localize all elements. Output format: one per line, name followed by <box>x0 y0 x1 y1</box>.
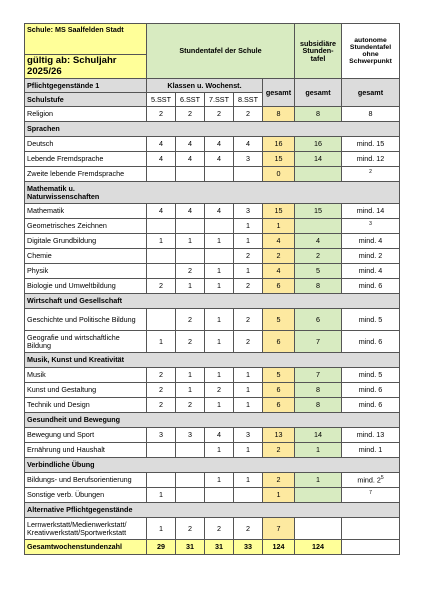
hours-cell <box>234 167 263 182</box>
table-row <box>25 488 400 503</box>
section-label-text: Verbindliche Übung <box>27 460 95 470</box>
subject-name: Biologie und Umweltbildung <box>25 279 147 294</box>
total-cell: 0 <box>263 167 295 182</box>
autonomous-value: mind. 6 <box>358 385 383 395</box>
autonomous-cell <box>342 398 400 413</box>
hours-cell: 4 <box>176 204 205 219</box>
subsidiary-cell: 8 <box>295 279 342 294</box>
autonomous-cell <box>342 279 400 294</box>
subsidiary-cell: 124 <box>295 540 342 555</box>
section-row <box>25 503 400 518</box>
hours-cell: 2 <box>147 383 176 398</box>
subsidiary-cell: 6 <box>295 309 342 331</box>
hours-cell <box>147 309 176 331</box>
section-label <box>25 294 400 309</box>
hours-cell <box>147 473 176 488</box>
table-row <box>25 398 400 413</box>
autonomous-cell <box>342 137 400 152</box>
table-title: Stundentafel der Schule <box>147 24 295 79</box>
total-cell: 15 <box>263 152 295 167</box>
hours-cell: 1 <box>234 473 263 488</box>
table-row <box>25 428 400 443</box>
hours-cell: 1 <box>147 518 176 540</box>
autonomous-cell <box>342 443 400 458</box>
autonomous-value: mind. 14 <box>356 206 385 216</box>
footnote-marker: 3 <box>369 221 372 228</box>
hours-cell: 2 <box>234 249 263 264</box>
section-row <box>25 182 400 204</box>
autonomous-header: autonome Stundentafel ohne Schwerpunkt <box>342 24 400 79</box>
gesamt-header: gesamt <box>263 79 295 107</box>
section-row <box>25 458 400 473</box>
table-row <box>25 204 400 219</box>
total-label: Gesamtwochenstundenzahl <box>25 540 147 555</box>
total-cell: 2 <box>263 249 295 264</box>
section-label <box>25 122 400 137</box>
hours-cell: 1 <box>205 368 234 383</box>
total-cell: 1 <box>263 219 295 234</box>
grade-6: 6.SST <box>176 93 205 107</box>
subject-name: Physik <box>25 264 147 279</box>
autonomous-cell <box>342 264 400 279</box>
total-cell: 6 <box>263 398 295 413</box>
footnote-marker: 5 <box>380 475 384 482</box>
hours-cell: 3 <box>234 152 263 167</box>
hours-cell: 1 <box>176 279 205 294</box>
total-cell: 13 <box>263 428 295 443</box>
hours-cell: 1 <box>205 264 234 279</box>
subsidiary-cell <box>295 167 342 182</box>
table-row <box>25 443 400 458</box>
footnote-marker: 7 <box>369 490 372 497</box>
hours-cell <box>205 249 234 264</box>
hours-cell: 2 <box>234 279 263 294</box>
autonomous-value: mind. 2 <box>357 475 381 485</box>
section-row <box>25 413 400 428</box>
total-cell: 4 <box>263 234 295 249</box>
section-label <box>25 458 400 473</box>
total-cell: 16 <box>263 137 295 152</box>
autonomous-value: mind. 5 <box>358 370 383 380</box>
total-cell: 2 <box>263 473 295 488</box>
subject-name: Digitale Grundbildung <box>25 234 147 249</box>
section-label <box>25 353 400 368</box>
total-cell: 124 <box>263 540 295 555</box>
autonomous-value: mind. 4 <box>358 236 383 246</box>
hours-cell: 1 <box>234 234 263 249</box>
total-cell: 1 <box>263 488 295 503</box>
subject-name: Geschichte und Politische Bildung <box>25 309 147 331</box>
autonomous-value: mind. 5 <box>358 314 383 324</box>
table-row <box>25 518 400 540</box>
table-row <box>25 152 400 167</box>
table-row <box>25 473 400 488</box>
grade-8: 8.SST <box>234 93 263 107</box>
subject-name: Kunst und Gestaltung <box>25 383 147 398</box>
autonomous-value: mind. 1 <box>358 445 383 455</box>
subsidiary-cell: 2 <box>295 249 342 264</box>
hours-cell <box>205 167 234 182</box>
subsidiary-cell: 7 <box>295 368 342 383</box>
autonomous-value: mind. 2 <box>358 251 383 261</box>
hours-cell <box>176 167 205 182</box>
hours-cell <box>147 264 176 279</box>
hours-cell: 2 <box>147 107 176 122</box>
total-cell: 6 <box>263 279 295 294</box>
subsidiary-cell: 4 <box>295 234 342 249</box>
table-row <box>25 167 400 182</box>
hours-cell: 31 <box>176 540 205 555</box>
hours-cell: 2 <box>147 368 176 383</box>
total-cell: 4 <box>263 264 295 279</box>
section-label <box>25 503 400 518</box>
hours-cell: 1 <box>147 331 176 353</box>
table-row <box>25 264 400 279</box>
hours-cell <box>205 219 234 234</box>
autonomous-cell <box>342 309 400 331</box>
hours-cell: 1 <box>234 383 263 398</box>
section-label <box>25 413 400 428</box>
hours-cell: 2 <box>234 107 263 122</box>
hours-cell: 2 <box>205 383 234 398</box>
hours-cell <box>147 443 176 458</box>
autonomous-cell <box>342 331 400 353</box>
school-name: Schule: MS Saalfelden Stadt <box>25 24 147 55</box>
hours-cell: 2 <box>234 331 263 353</box>
subsidiary-cell: 5 <box>295 264 342 279</box>
subject-name: Religion <box>25 107 147 122</box>
hours-cell: 2 <box>147 398 176 413</box>
autonomous-value: mind. 6 <box>358 400 383 410</box>
hours-cell: 2 <box>205 518 234 540</box>
total-cell: 7 <box>263 518 295 540</box>
autonomous-cell <box>342 152 400 167</box>
subsidiary-cell: 1 <box>295 443 342 458</box>
autonomous-value: mind. 6 <box>358 336 383 346</box>
autonomous-value: 8 <box>368 109 373 119</box>
autonomous-cell <box>342 518 400 540</box>
gesamt-sub-header: gesamt <box>295 79 342 107</box>
total-row <box>25 540 400 555</box>
section-label <box>25 182 400 204</box>
hours-cell: 3 <box>176 428 205 443</box>
hours-cell: 4 <box>147 204 176 219</box>
subject-name: Bildungs- und Berufsorientierung <box>25 473 147 488</box>
total-cell: 5 <box>263 309 295 331</box>
subsidiary-cell <box>295 488 342 503</box>
total-cell: 6 <box>263 383 295 398</box>
subsidiary-cell <box>295 219 342 234</box>
autonomous-cell <box>342 219 400 234</box>
hours-cell: 1 <box>176 368 205 383</box>
hours-cell: 2 <box>205 107 234 122</box>
autonomous-value: mind. 15 <box>356 139 385 149</box>
hours-cell: 1 <box>205 234 234 249</box>
gesamt-auto-header: gesamt <box>342 79 400 107</box>
hours-cell <box>205 488 234 503</box>
hours-cell: 4 <box>147 137 176 152</box>
autonomous-value: mind. 4 <box>358 266 383 276</box>
hours-cell: 3 <box>234 204 263 219</box>
hours-cell: 2 <box>176 331 205 353</box>
hours-cell: 2 <box>234 518 263 540</box>
hours-cell: 2 <box>176 518 205 540</box>
hours-cell: 1 <box>234 443 263 458</box>
autonomous-value: mind. 13 <box>356 430 385 440</box>
subject-name: Ernährung und Haushalt <box>25 443 147 458</box>
autonomous-cell <box>342 428 400 443</box>
autonomous-cell <box>342 488 400 503</box>
subsidiary-cell: 7 <box>295 331 342 353</box>
hours-cell: 1 <box>205 279 234 294</box>
subject-name: Lernwerkstatt/Medienwerkstatt/ Kreativwerkstatt/Sportwerkstatt <box>25 518 147 540</box>
total-cell: 2 <box>263 443 295 458</box>
hours-cell: 4 <box>234 137 263 152</box>
section-label-text: Wirtschaft und Gesellschaft <box>27 296 122 306</box>
subsidiary-cell: 1 <box>295 473 342 488</box>
subsidiary-cell: 14 <box>295 152 342 167</box>
total-cell: 8 <box>263 107 295 122</box>
autonomous-cell <box>342 234 400 249</box>
subsidiary-cell: 14 <box>295 428 342 443</box>
autonomous-cell <box>342 540 400 555</box>
hours-cell: 4 <box>176 137 205 152</box>
table-row <box>25 137 400 152</box>
subject-name: Musik <box>25 368 147 383</box>
autonomous-cell <box>342 383 400 398</box>
hours-cell: 1 <box>205 443 234 458</box>
hours-cell: 2 <box>234 309 263 331</box>
hours-cell: 1 <box>176 234 205 249</box>
hours-cell: 4 <box>147 152 176 167</box>
hours-cell: 4 <box>205 152 234 167</box>
hours-cell: 1 <box>205 331 234 353</box>
subsidiary-cell: 8 <box>295 383 342 398</box>
subsidiary-header: subsidiäre Stunden-tafel <box>295 24 342 79</box>
schulstufe-label: Schulstufe <box>25 93 147 107</box>
section-row <box>25 353 400 368</box>
hours-cell: 1 <box>234 219 263 234</box>
section-label-text: Musik, Kunst und Kreativität <box>27 355 125 365</box>
autonomous-cell <box>342 204 400 219</box>
subject-name: Technik und Design <box>25 398 147 413</box>
hours-cell: 4 <box>176 152 205 167</box>
table-row <box>25 279 400 294</box>
grade-5: 5.SST <box>147 93 176 107</box>
hours-cell: 1 <box>205 398 234 413</box>
subject-name: Deutsch <box>25 137 147 152</box>
hours-cell: 1 <box>176 383 205 398</box>
subject-name: Lebende Fremdsprache <box>25 152 147 167</box>
table-row <box>25 309 400 331</box>
subject-name: Mathematik <box>25 204 147 219</box>
autonomous-cell <box>342 368 400 383</box>
autonomous-cell <box>342 473 400 488</box>
table-row <box>25 249 400 264</box>
hours-cell: 33 <box>234 540 263 555</box>
section-label-text: Mathematik u. Naturwissenschaften <box>27 183 100 201</box>
grade-7: 7.SST <box>205 93 234 107</box>
table-row <box>25 331 400 353</box>
section-label-text: Sprachen <box>27 124 60 134</box>
subsidiary-cell: 16 <box>295 137 342 152</box>
hours-cell: 2 <box>176 398 205 413</box>
hours-cell <box>176 488 205 503</box>
hours-cell: 1 <box>205 309 234 331</box>
subsidiary-cell: 15 <box>295 204 342 219</box>
subject-name: Chemie <box>25 249 147 264</box>
hours-cell: 31 <box>205 540 234 555</box>
section-row <box>25 294 400 309</box>
hours-cell: 2 <box>176 107 205 122</box>
hours-cell: 4 <box>205 204 234 219</box>
hours-cell: 2 <box>176 264 205 279</box>
hours-cell <box>176 443 205 458</box>
hours-cell <box>176 473 205 488</box>
footnote-marker: 2 <box>369 169 372 176</box>
hours-cell <box>176 219 205 234</box>
autonomous-value: mind. 12 <box>356 154 385 164</box>
section-row <box>25 122 400 137</box>
hours-cell: 1 <box>147 488 176 503</box>
hours-cell: 2 <box>176 309 205 331</box>
hours-cell: 1 <box>234 398 263 413</box>
hours-cell: 3 <box>234 428 263 443</box>
klassen-label: Klassen u. Wochenst. <box>147 79 263 93</box>
hours-cell: 1 <box>234 264 263 279</box>
pflicht-label: Pflichtgegenstände 1 <box>25 79 147 93</box>
table-row <box>25 383 400 398</box>
hours-cell: 1 <box>205 473 234 488</box>
hours-cell: 2 <box>147 279 176 294</box>
hours-cell <box>147 249 176 264</box>
autonomous-cell <box>342 107 400 122</box>
autonomous-value: mind. 6 <box>358 281 383 291</box>
autonomous-cell <box>342 167 400 182</box>
subject-name: Sonstige verb. Übungen <box>25 488 147 503</box>
table-row <box>25 219 400 234</box>
total-cell: 5 <box>263 368 295 383</box>
autonomous-cell <box>342 249 400 264</box>
subject-name: Bewegung und Sport <box>25 428 147 443</box>
total-cell: 15 <box>263 204 295 219</box>
subject-name: Geometrisches Zeichnen <box>25 219 147 234</box>
hours-cell <box>147 219 176 234</box>
section-label-text: Gesundheit und Bewegung <box>27 415 121 425</box>
hours-cell: 4 <box>205 137 234 152</box>
subject-name: Zweite lebende Fremdsprache <box>25 167 147 182</box>
hours-cell: 3 <box>147 428 176 443</box>
valid-from: gültig ab: Schuljahr 2025/26 <box>25 55 147 79</box>
subsidiary-cell: 8 <box>295 398 342 413</box>
hours-cell: 29 <box>147 540 176 555</box>
total-cell: 6 <box>263 331 295 353</box>
stundentafel-table <box>24 23 400 555</box>
table-row <box>25 234 400 249</box>
hours-cell: 1 <box>147 234 176 249</box>
section-label-text: Alternative Pflichtgegenstände <box>27 505 133 515</box>
subsidiary-cell: 8 <box>295 107 342 122</box>
table-row <box>25 368 400 383</box>
hours-cell: 4 <box>205 428 234 443</box>
hours-cell: 1 <box>234 368 263 383</box>
hours-cell <box>176 249 205 264</box>
hours-cell <box>147 167 176 182</box>
subject-name: Geografie und wirtschaftliche Bildung <box>25 331 147 353</box>
table-row <box>25 107 400 122</box>
hours-cell <box>234 488 263 503</box>
subsidiary-cell <box>295 518 342 540</box>
